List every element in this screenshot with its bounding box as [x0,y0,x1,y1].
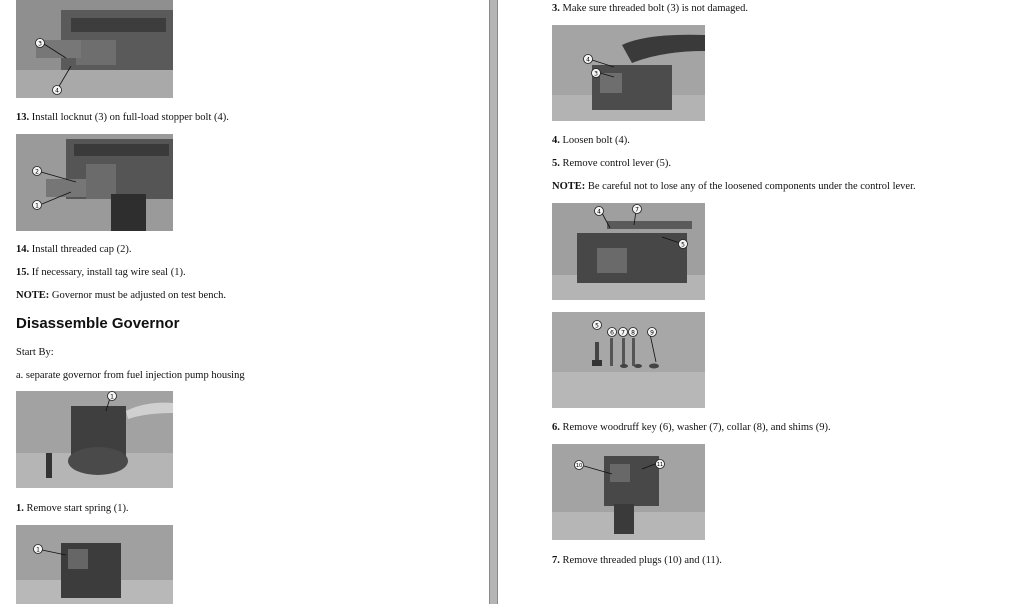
photo-governor-bottom [16,525,173,604]
step-13: 13. Install locknut (3) on full-load stopper bolt (4). [16,112,229,123]
callout-5: 5 [681,241,685,249]
callout-11: 11 [656,462,664,469]
photo-install-locknut [16,0,173,98]
note-governor: NOTE: Governor must be adjusted on test bench. [16,290,226,301]
step-7: 7. Remove threaded plugs (10) and (11). [552,555,722,566]
note-components: NOTE: Be careful not to lose any of the loosened components under the control lever. [552,181,916,192]
start-by-a: a. separate governor from fuel injection pump housing [16,370,245,381]
callout-9: 9 [650,329,654,337]
callout-8: 8 [631,329,635,337]
page-divider [489,0,498,604]
step-4: 4. Loosen bolt (4). [552,135,630,146]
callout-6: 6 [610,329,614,337]
photo-control-lever [552,203,705,300]
photo-threaded-bolt [552,25,705,121]
callout-4: 4 [586,56,590,64]
callout-5: 5 [595,322,599,330]
callout-4: 4 [55,87,59,95]
callout-1: 1 [36,546,40,554]
step-14: 14. Install threaded cap (2). [16,244,132,255]
left-column [0,0,488,604]
step-3: 3. Make sure threaded bolt (3) is not damaged. [552,3,748,14]
step-1: 1. Remove start spring (1). [16,503,129,514]
callout-3: 3 [594,70,598,78]
photo-loose-parts [552,312,705,408]
callout-1: 1 [35,202,39,210]
start-by: Start By: [16,347,54,358]
callout-3: 3 [38,40,42,48]
photo-governor-start-spring [16,391,173,488]
step-6: 6. Remove woodruff key (6), washer (7), collar (8), and shims (9). [552,422,831,433]
callout-7: 7 [635,206,639,214]
photo-threaded-plugs [552,444,705,540]
callout-4: 4 [597,208,601,216]
section-heading: Disassemble Governor [16,315,180,332]
callout-1: 1 [110,393,114,401]
photo-install-threaded-cap [16,134,173,231]
step-15: 15. If necessary, install tag wire seal (1). [16,267,186,278]
right-column [498,0,1013,604]
callout-7: 7 [621,329,625,337]
step-5: 5. Remove control lever (5). [552,158,671,169]
callout-10: 10 [575,463,583,470]
callout-2: 2 [35,168,39,176]
